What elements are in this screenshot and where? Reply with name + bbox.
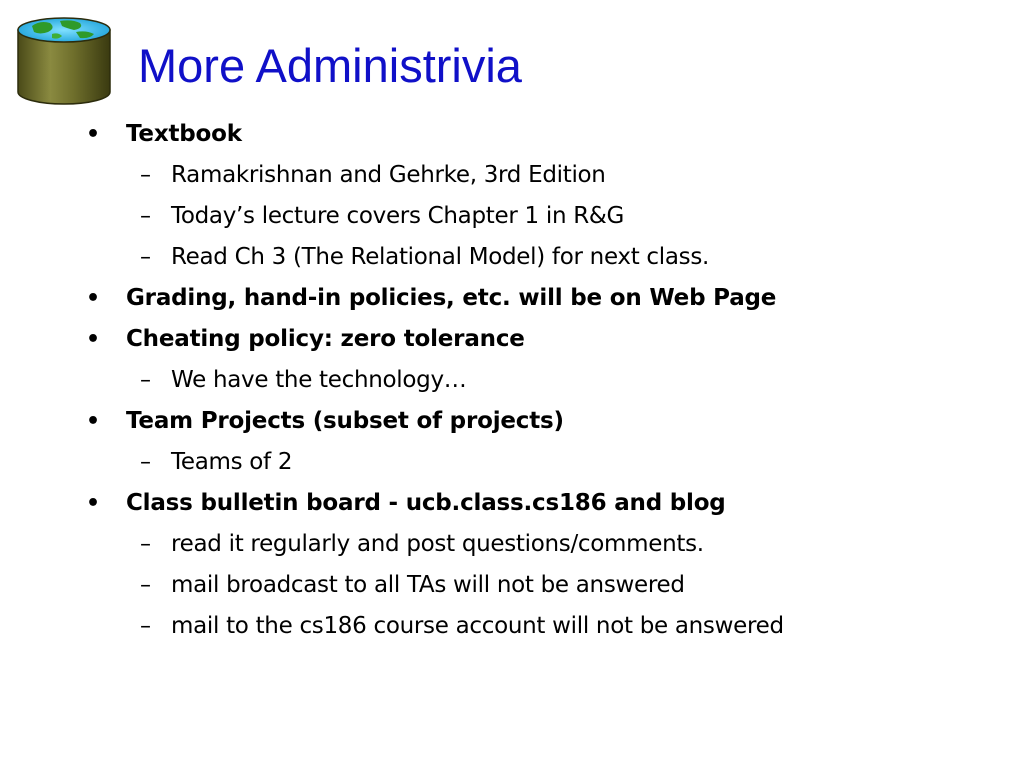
sub-list-item [0,442,1024,483]
list-item-text: Cheating policy: zero tolerance [126,326,525,352]
list-item-text: Grading, hand-in policies, etc. will be on Web Page [126,285,777,311]
bullet-marker: • [86,327,101,352]
sub-list-item-text: mail broadcast to all TAs will not be answered [171,572,685,598]
sub-list-item [0,155,1024,196]
sub-list-item-text: Read Ch 3 (The Relational Model) for next class. [171,244,710,270]
list-item [0,278,1024,319]
sub-list-item [0,237,1024,278]
sub-list-item-text: Today’s lecture covers Chapter 1 in R&G [171,203,625,229]
sub-list-item-text: mail to the cs186 course account will not be answered [171,613,784,639]
sub-list-item [0,606,1024,647]
dash-marker: – [140,573,151,598]
dash-marker: – [140,450,151,475]
sub-list-item-text: Ramakrishnan and Gehrke, 3rd Edition [171,162,606,188]
dash-marker: – [140,163,151,188]
dash-marker: – [140,368,151,393]
sub-list-item [0,524,1024,565]
list-item-text: Textbook [126,121,242,147]
page-title: More Administrivia [138,39,522,92]
list-item-text: Class bulletin board - ucb.class.cs186 and blog [126,490,726,516]
list-item [0,401,1024,442]
bullet-marker: • [86,286,101,311]
sub-list-item-text: read it regularly and post questions/comments. [171,531,704,557]
bullet-marker: • [86,491,101,516]
dash-marker: – [140,204,151,229]
list-item [0,319,1024,360]
bullet-marker: • [86,122,101,147]
dash-marker: – [140,532,151,557]
list-item-text: Team Projects (subset of projects) [126,408,564,434]
sub-list-item [0,360,1024,401]
list-item [0,483,1024,524]
dash-marker: – [140,245,151,270]
sub-list-item [0,196,1024,237]
sub-list-item [0,565,1024,606]
bullet-list [0,114,1024,647]
sub-list-item-text: Teams of 2 [171,449,293,475]
dash-marker: – [140,614,151,639]
list-item [0,114,1024,155]
globe-cylinder-icon [14,14,114,106]
bullet-marker: • [86,409,101,434]
sub-list-item-text: We have the technology… [171,367,467,393]
